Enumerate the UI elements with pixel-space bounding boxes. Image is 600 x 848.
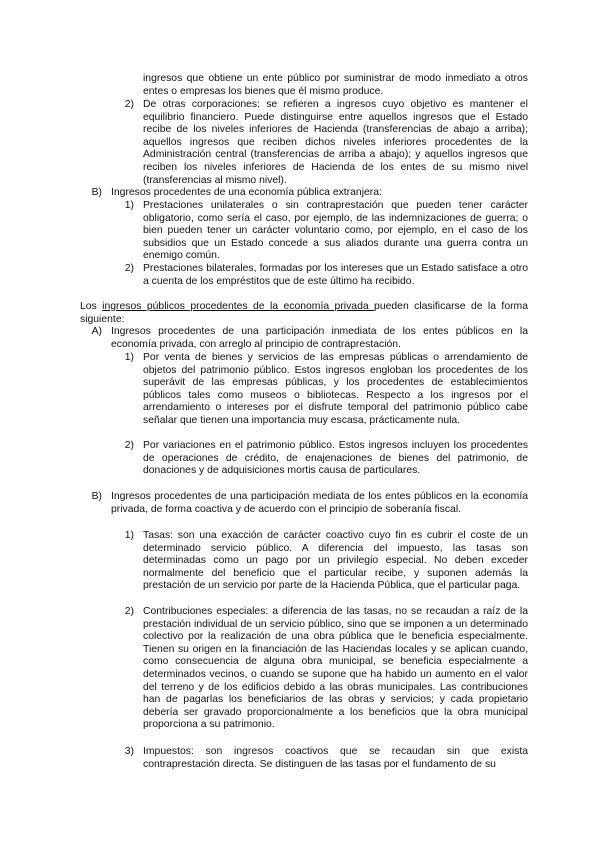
section-heading-participacion-inmediata: Ingresos procedentes de una participación inmediata de los entes públicos en la economía privada, con arreglo al principio de contraprestación. — [111, 326, 528, 350]
list-marker: 1) — [124, 530, 134, 541]
list-item-variaciones-patrimonio: Por variaciones en el patrimonio público. Estos ingresos incluyen los procedentes de operaciones de crédito, de enajenaciones de bienes del patrimonio, de donaciones y de adquisiciones mortis causa de particulares. — [143, 440, 528, 477]
list-marker: 3) — [124, 746, 134, 757]
intro-suffix: pueden clasificarse de la forma siguiente: — [80, 301, 528, 325]
list-marker: 2) — [124, 440, 134, 451]
list-item-prestaciones-bilaterales: Prestaciones bilaterales, formadas por los intereses que un Estado satisface a otro a cuenta de los empréstitos que de este último ha recibido. — [143, 263, 528, 287]
intro-paragraph — [80, 301, 528, 326]
list-marker: B) — [91, 187, 102, 198]
section-heading-participacion-mediata: Ingresos procedentes de una participación mediata de los entes públicos en la economía privada, de forma coactiva y de acuerdo con el principio de soberanía fiscal. — [111, 491, 528, 515]
list-marker: B) — [91, 491, 102, 502]
section-heading-extranjera: Ingresos procedentes de una economía pública extranjera: — [111, 187, 382, 198]
list-marker: 1) — [124, 200, 134, 211]
intro-prefix: Los — [80, 301, 103, 312]
underlined-term: ingresos públicos procedentes de la economía privada — [102, 301, 375, 312]
list-marker: 2) — [124, 99, 134, 110]
list-item-impuestos: Impuestos: son ingresos coactivos que se recaudan sin que exista contraprestación directa. Se distinguen de las tasas por el fundamento de su — [143, 746, 528, 770]
list-item-contribuciones-especiales: Contribuciones especiales: a diferencia de las tasas, no se recaudan a raíz de la prestación individual de un servicio público, sino que se imponen a un determinado colectivo por la realización de una obra pública que le beneficia especialmente. Tienen su origen en la financiación de las Haciendas locales y se aplican cuando, como consecuencia de alguna obra municipal, se beneficia especialmente a determinados vecinos, o cuando se supone que ha habido un aumento en el valor del terreno y de los edificios debido a las obras municipales. Las contribuciones han de pagarlas los beneficiarios de las obras y servicios; y cada propietario debería ser gravado proporcionalmente a los beneficios que la obra municipal proporciona a su patrimonio. — [143, 606, 528, 731]
list-item-otras-corporaciones: De otras corporaciones: se refieren a ingresos cuyo objetivo es mantener el equilibrio financiero. Puede distinguirse entre aquellos ingresos que el Estado recibe de los niveles inferiores de Hacienda (transferencias de abajo a arriba); aquellos ingresos que reciben dichos niveles inferiores procedentes de la Administración central (transferencias de arriba a abajo); y aquellos ingresos que reciben los niveles inferiores de Hacienda de los entes de su mismo nivel (transferencias al mismo nivel). — [143, 99, 528, 186]
continuation-paragraph: ingresos que obtiene un ente público por suministrar de modo inmediato a otros entes o empresas los bienes que él mismo produce. — [143, 73, 528, 97]
list-marker: 2) — [124, 606, 134, 617]
list-marker: 1) — [124, 352, 134, 363]
list-marker: A) — [91, 326, 102, 337]
list-item-tasas: Tasas: son una exacción de carácter coactivo cuyo fin es cubrir el coste de un determinado servicio público. A diferencia del impuesto, las tasas son determinadas como un pago por un privilegio especial. No deben exceder normalmente del beneficio que el particular recibe, y suponen además la prestación de un servicio por parte de la Hacienda Pública, que el particular paga. — [143, 530, 528, 592]
list-marker: 2) — [124, 263, 134, 274]
list-item-venta-bienes: Por venta de bienes y servicios de las empresas públicas o arrendamiento de objetos del patrimonio público. Estos ingresos engloban los procedentes de los superávit de las empresas públicas, y los procedentes de establecimientos públicos tales como museos o bibliotecas. Respecto a los ingresos por el arrendamiento o intereses por el disfrute temporal del patrimonio público cabe señalar que tienen una importancia muy escasa, prácticamente nula. — [143, 352, 528, 426]
list-item-prestaciones-unilaterales: Prestaciones unilaterales o sin contraprestación que pueden tener carácter obligatorio, como sería el caso, por ejemplo, de las indemnizaciones de guerra; o bien pueden tener un carácter voluntario como, por ejemplo, en el caso de los subsidios que un Estado concede a sus aliados durante una guerra contra un enemigo común. — [143, 200, 528, 262]
